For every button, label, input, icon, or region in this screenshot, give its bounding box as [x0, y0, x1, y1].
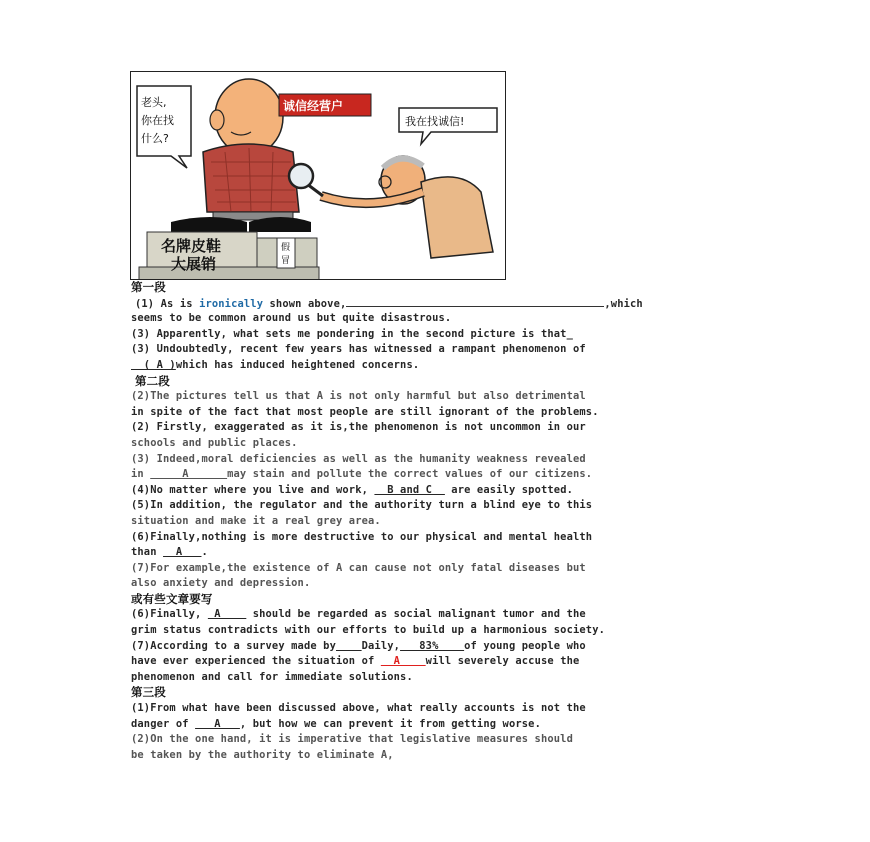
integrity-shop-sign — [279, 94, 371, 116]
section-heading-para1: 第一段 — [131, 280, 166, 294]
text-line — [131, 607, 743, 623]
essay-template-document — [131, 280, 743, 763]
text-segment: . — [201, 546, 208, 559]
text-line: grim status contradicts with our efforts to build up a harmonious society. — [131, 624, 606, 637]
bubble-left-line: 老头, — [141, 96, 167, 109]
text-line: (2)On the one hand, it is imperative that legislative measures should — [131, 733, 573, 746]
text-line: (2)The pictures tell us that A is not only harmful but also detrimental — [131, 390, 586, 403]
text-line: (1)From what have been discussed above, what really accounts is not the — [131, 702, 586, 715]
underlined-answer-red: A — [380, 655, 426, 668]
text-segment: (7)According to a survey made by — [131, 639, 336, 652]
text-line: (2) Firstly, exaggerated as it is,the phenomenon is not uncommon in our — [131, 421, 586, 434]
text-line — [131, 639, 743, 655]
text-segment: Daily, — [361, 639, 401, 652]
text-segment: are easily spotted. — [444, 483, 574, 496]
text-line: situation and make it a real grey area. — [131, 514, 381, 527]
text-line — [131, 545, 743, 561]
underlined-answer: B and C — [374, 483, 445, 496]
highlighted-word: ironically — [199, 297, 264, 310]
bubble-left-line: 什么? — [141, 132, 169, 145]
cartoon-illustration — [130, 71, 506, 280]
text-line: seems to be common around us but quite disastrous. — [131, 312, 452, 325]
text-segment: of young people who — [464, 639, 586, 652]
speech-bubble-left — [137, 86, 191, 168]
underlined-blank — [336, 640, 362, 652]
cartoon-drawing — [131, 72, 506, 280]
text-segment: danger of — [131, 717, 196, 730]
side-sign-line: 假 — [281, 243, 291, 253]
bubble-left-line: 你在找 — [141, 114, 174, 127]
text-line — [131, 717, 743, 733]
box-sign-line: 大展销 — [171, 255, 217, 273]
text-segment: will severely accuse the — [425, 655, 580, 668]
text-line: (3) Indeed,moral deficiencies as well as the humanity weakness revealed — [131, 452, 586, 465]
text-line: also anxiety and depression. — [131, 577, 311, 590]
text-line: (3) Apparently, what sets me pondering in the second picture is that_ — [131, 327, 573, 340]
underlined-answer: A — [150, 468, 228, 481]
text-line: (3) Undoubtedly, recent few years has witnessed a rampant phenomenon of — [131, 343, 586, 356]
shop-sign-text: 诚信经营户 — [283, 99, 344, 113]
text-line — [131, 296, 743, 312]
text-segment: have ever experienced the situation of — [131, 655, 381, 668]
text-segment: (6)Finally, — [131, 608, 208, 621]
text-segment: ,which — [604, 297, 643, 310]
text-line: (6)Finally,nothing is more destructive to our physical and mental health — [131, 530, 593, 543]
text-segment: (1) As is — [135, 297, 200, 310]
text-segment: in — [131, 468, 151, 481]
fill-in-blank — [346, 296, 604, 307]
text-segment: (4)No matter where you live and work, — [131, 483, 375, 496]
text-line: (5)In addition, the regulator and the authority turn a blind eye to this — [131, 499, 593, 512]
underlined-answer: A — [195, 717, 240, 730]
text-segment: than — [131, 546, 164, 559]
text-segment: , but how we can prevent it from getting worse. — [239, 717, 541, 730]
text-line — [131, 467, 743, 483]
side-sign-line: 冒 — [281, 256, 291, 266]
box-sign-line: 名牌皮鞋 — [161, 237, 222, 255]
text-segment: should be regarded as social malignant tumor and the — [246, 608, 586, 621]
text-segment: which has induced heightened concerns. — [175, 358, 420, 371]
text-line — [131, 654, 743, 670]
underlined-answer: ( A ) — [131, 358, 176, 371]
section-heading-extra: 或有些文章要写 — [131, 591, 213, 606]
text-line: in spite of the fact that most people are still ignorant of the problems. — [131, 405, 599, 418]
text-segment: may stain and pollute the correct values of our citizens. — [227, 468, 593, 481]
text-line — [131, 483, 743, 499]
underlined-answer: A — [163, 546, 202, 559]
section-heading-para3: 第三段 — [131, 685, 166, 700]
text-line: schools and public places. — [131, 436, 298, 449]
text-line: phenomenon and call for immediate solutions. — [131, 670, 413, 683]
text-line: (7)For example,the existence of A can cause not only fatal diseases but — [131, 561, 586, 574]
text-line — [131, 358, 743, 374]
text-line: be taken by the authority to eliminate A, — [131, 748, 394, 761]
bubble-right-text: 我在找诚信! — [405, 115, 465, 128]
underlined-answer: A — [207, 608, 247, 621]
text-segment: shown above, — [263, 297, 347, 310]
underlined-answer: 83% — [400, 639, 465, 652]
section-heading-para2: 第二段 — [135, 373, 170, 388]
